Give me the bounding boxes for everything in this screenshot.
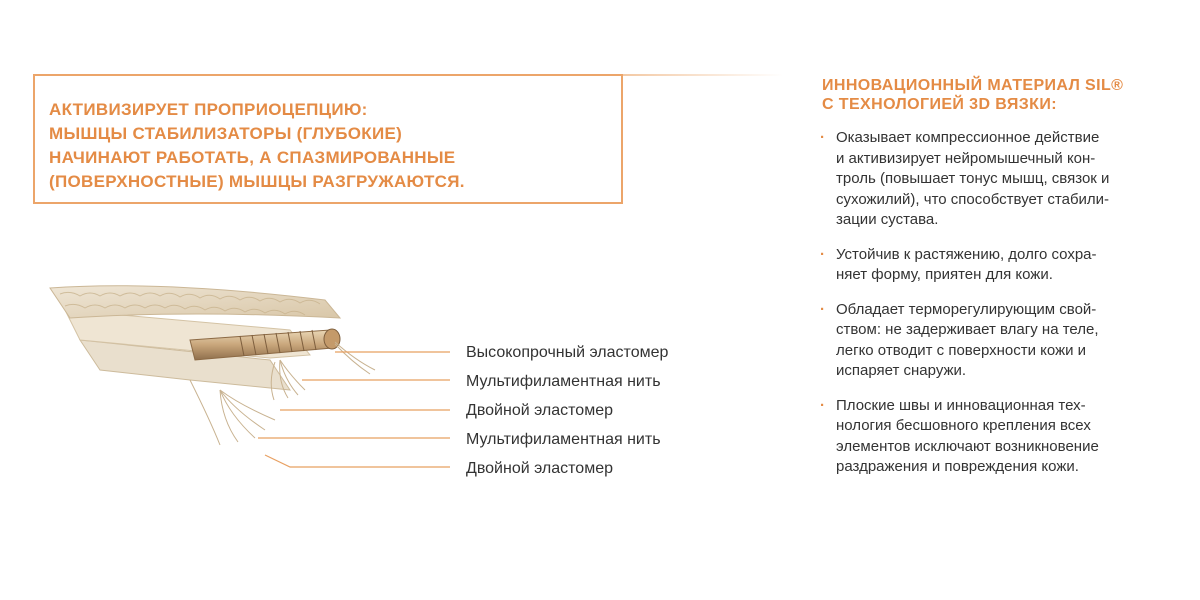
layer-label: Высокопрочный эластомер (466, 344, 669, 361)
callout-line: (ПОВЕРХНОСТНЫЕ) МЫШЦЫ РАЗГРУЖАЮТСЯ. (49, 172, 465, 191)
material-title (822, 76, 1123, 114)
proprioception-callout-text (49, 98, 465, 194)
feature-item: · Плоские швы и инновационная тех- нология бесшовного крепления всех элементов исключают возникновение раздражения и повреждения кожи. (820, 396, 1099, 475)
layer-label: Двойной эластомер (466, 402, 613, 419)
feature-item: · Оказывает компрессионное действие и активизирует нейромышечный кон- троль (повышает тонус мышц, связок и сухожилий), что способствует стабили- зации сустава. (820, 129, 1110, 228)
layer-label: Двойной эластомер (466, 460, 613, 477)
layer-label: Мультифиламентная нить (466, 373, 661, 390)
callout-line: МЫШЦЫ СТАБИЛИЗАТОРЫ (ГЛУБОКИЕ) (49, 124, 403, 143)
bullet-dot: · (820, 300, 825, 318)
feature-item: · Устойчив к растяжению, долго сохра- няет форму, приятен для кожи. (820, 245, 1097, 283)
callout-line: НАЧИНАЮТ РАБОТАТЬ, А СПАЗМИРОВАННЫЕ (49, 148, 456, 167)
material-title-line: ИННОВАЦИОННЫЙ МАТЕРИАЛ SIL® (822, 77, 1124, 94)
feature-item: · Обладает терморегулирующим свой- ством: не задерживает влагу на теле, легко отводит с поверхности кожи и испаряет снаружи. (820, 300, 1099, 379)
layer-label: Мультифиламентная нить (466, 431, 661, 448)
callout-line: АКТИВИЗИРУЕТ ПРОПРИОЦЕПЦИЮ: (49, 100, 368, 119)
fabric-layers-illustration (40, 270, 460, 490)
layer-labels (466, 340, 668, 485)
callout-fade-line (623, 74, 783, 76)
bullet-dot: · (820, 129, 825, 146)
proprioception-callout-box (33, 74, 623, 204)
material-title-line: С ТЕХНОЛОГИЕЙ 3D ВЯЗКИ: (822, 96, 1057, 113)
fabric-top-layer (50, 286, 340, 318)
feature-list (820, 128, 1170, 492)
bullet-dot: · (820, 396, 825, 414)
bullet-dot: · (820, 245, 825, 263)
